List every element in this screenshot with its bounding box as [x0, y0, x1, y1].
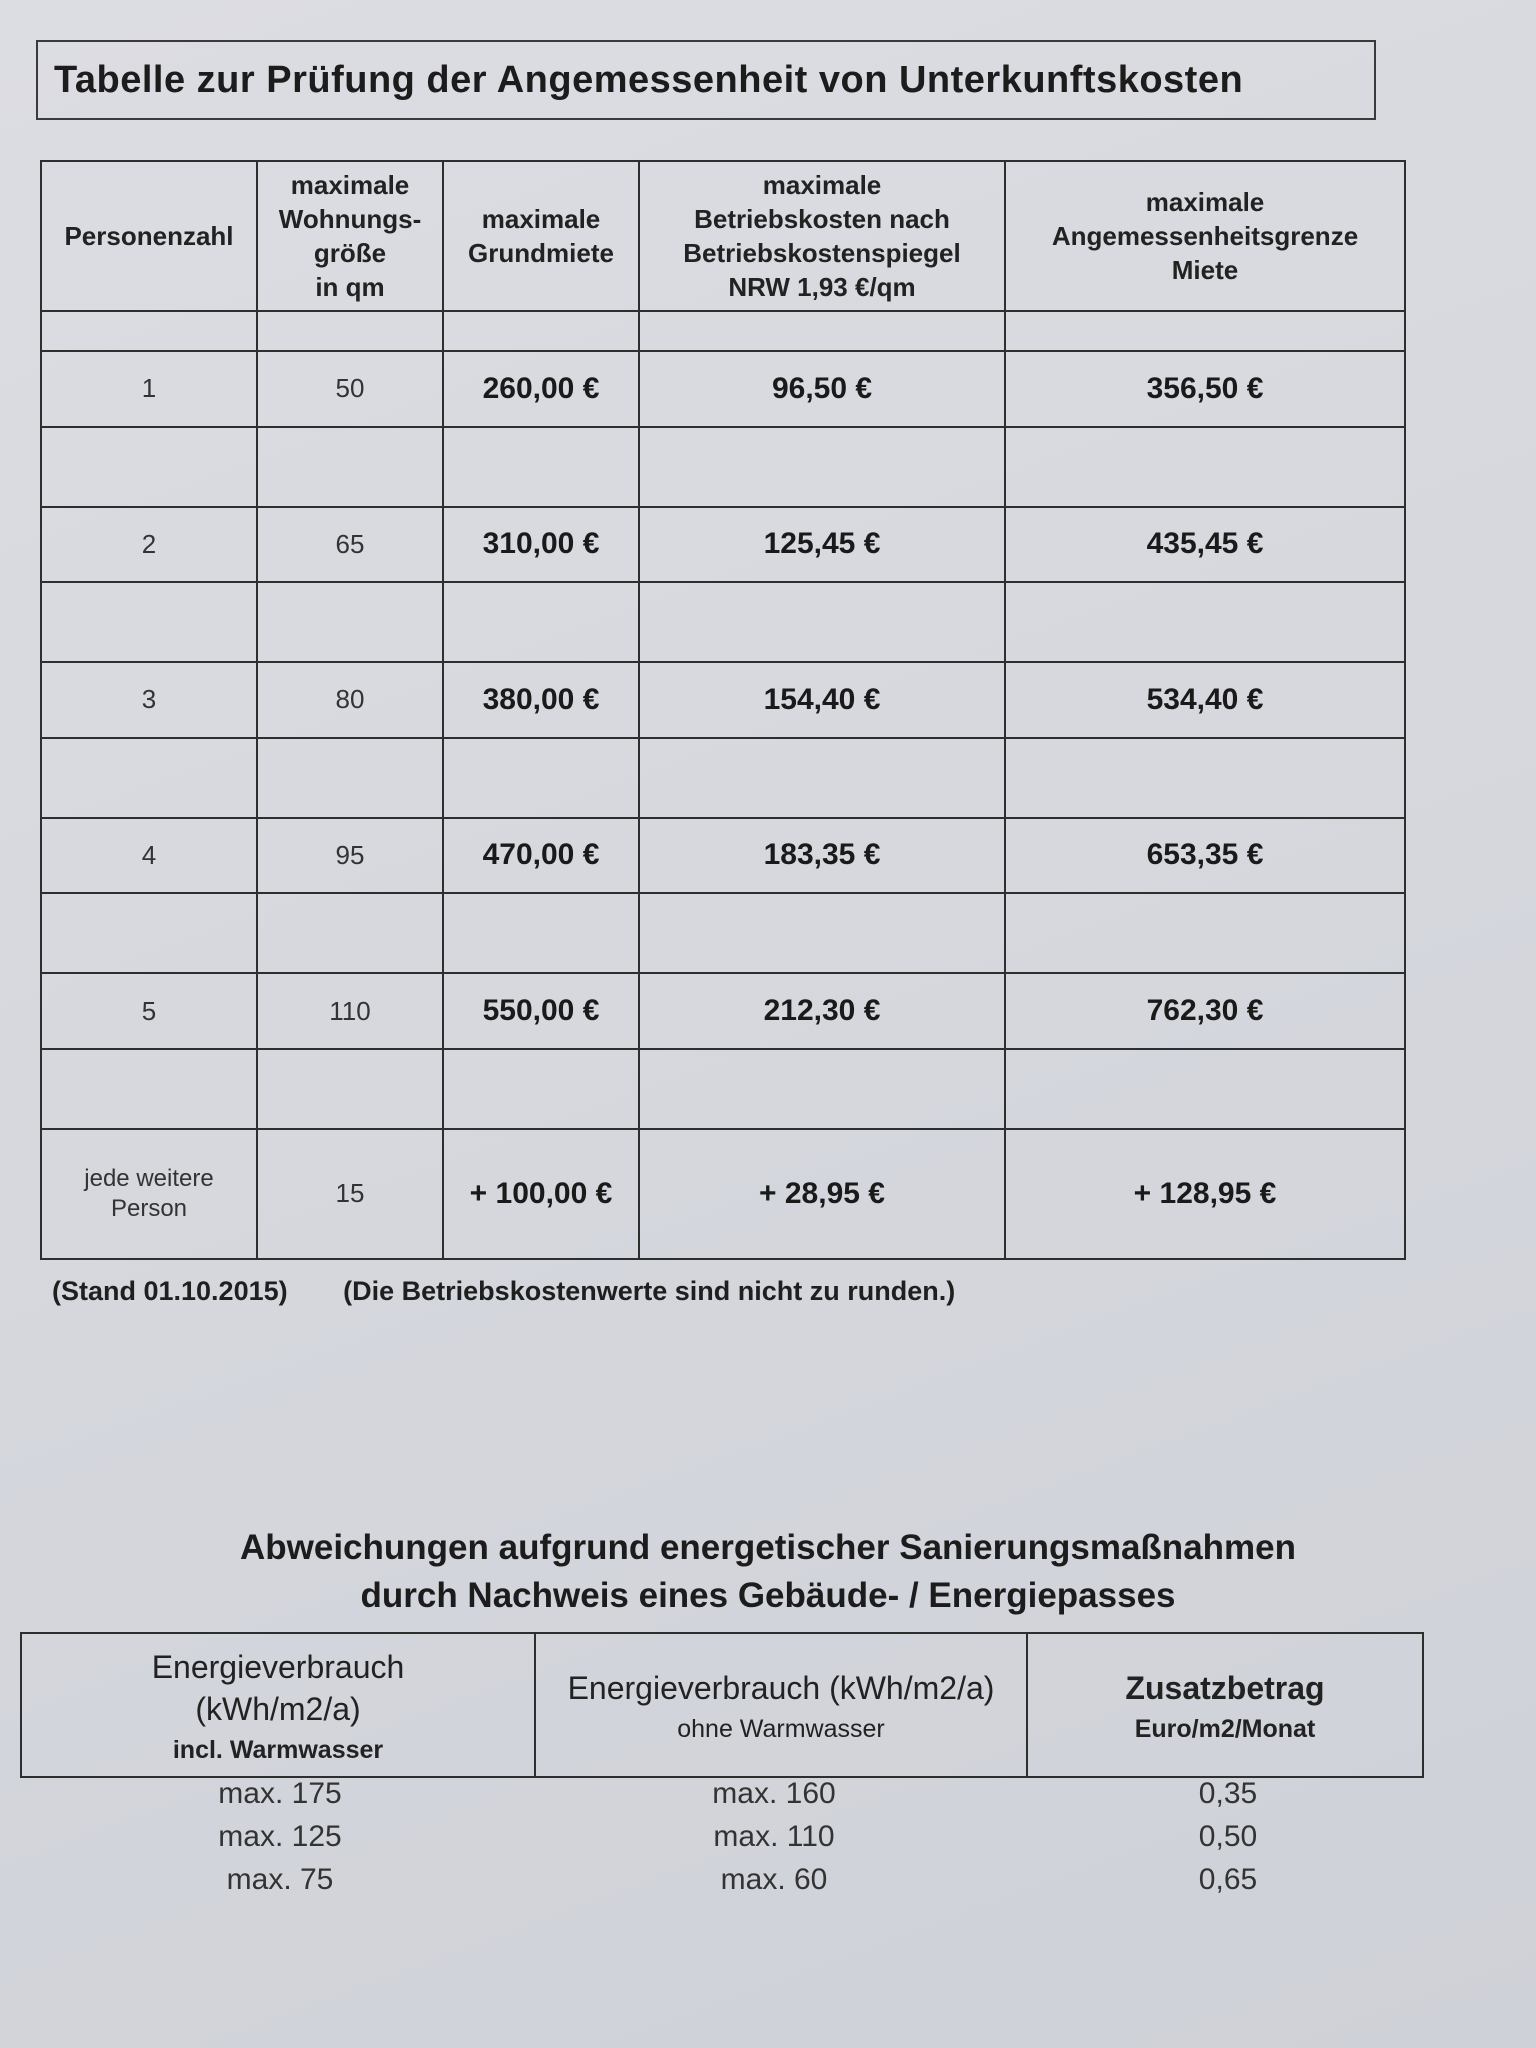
list-item: max. 60 [720, 1863, 828, 1896]
spacer-row [41, 738, 1405, 818]
energy-incl-values [200, 1772, 360, 1901]
footnote-note: (Die Betriebskostenwerte sind nicht zu runden.) [343, 1276, 956, 1306]
spacer-row [41, 1049, 1405, 1129]
list-item: max. 110 [713, 1820, 835, 1853]
cell-size: 110 [257, 973, 443, 1049]
document-title: Tabelle zur Prüfung der Angemessenheit von Unterkunftskosten [36, 40, 1376, 120]
cell-persons: 3 [41, 662, 257, 738]
cell-limit: + 128,95 € [1005, 1129, 1405, 1259]
list-item: max. 125 [218, 1820, 342, 1853]
energy-header-incl: Energieverbrauch (kWh/m2/a) incl. Warmwasser [151, 1648, 405, 1764]
header-size: maximale Wohnungs- größe in qm [257, 161, 443, 311]
spacer-row [41, 427, 1405, 507]
cell-persons: jede weitere Person [41, 1129, 257, 1259]
energy-table-header [20, 1632, 1424, 1778]
cell-size: 15 [257, 1129, 443, 1259]
list-item: 0,50 [1198, 1820, 1258, 1853]
cell-operating-costs: 125,45 € [639, 507, 1005, 583]
list-item: 0,65 [1198, 1863, 1258, 1896]
cell-base-rent: 550,00 € [443, 973, 639, 1049]
cell-operating-costs: + 28,95 € [639, 1129, 1005, 1259]
cell-limit: 762,30 € [1005, 973, 1405, 1049]
cell-operating-costs: 212,30 € [639, 973, 1005, 1049]
energy-title-line2: durch Nachweis eines Gebäude- / Energiepasses [360, 1576, 1176, 1615]
list-item: max. 175 [218, 1777, 342, 1810]
cell-operating-costs: 183,35 € [639, 818, 1005, 894]
table-row [41, 351, 1405, 427]
cell-limit: 356,50 € [1005, 351, 1405, 427]
energy-excl-values [694, 1772, 854, 1901]
cell-limit: 435,45 € [1005, 507, 1405, 583]
cell-persons: 2 [41, 507, 257, 583]
spacer-row [41, 893, 1405, 973]
energy-header-excl: Energieverbrauch (kWh/m2/a) ohne Warmwasser [534, 1634, 1026, 1776]
cell-operating-costs: 154,40 € [639, 662, 1005, 738]
cell-operating-costs: 96,50 € [639, 351, 1005, 427]
cell-size: 95 [257, 818, 443, 894]
cost-table [40, 160, 1406, 1260]
cell-limit: 653,35 € [1005, 818, 1405, 894]
cell-base-rent: 470,00 € [443, 818, 639, 894]
cell-size: 80 [257, 662, 443, 738]
footnote-date: (Stand 01.10.2015) [52, 1276, 288, 1306]
header-operating-costs: maximale Betriebskosten nach Betriebskostenspiegel NRW 1,93 €/qm [639, 161, 1005, 311]
cell-size: 50 [257, 351, 443, 427]
cell-persons: 1 [41, 351, 257, 427]
table-row-extra-person [41, 1129, 1405, 1259]
cell-persons: 5 [41, 973, 257, 1049]
list-item: 0,35 [1198, 1777, 1258, 1810]
cell-base-rent: 310,00 € [443, 507, 639, 583]
table-row [41, 662, 1405, 738]
table-row [41, 818, 1405, 894]
cell-size: 65 [257, 507, 443, 583]
energy-extra-values [1168, 1772, 1288, 1901]
energy-title-line1: Abweichungen aufgrund energetischer Sanierungsmaßnahmen [239, 1528, 1296, 1567]
header-persons: Personenzahl [41, 161, 257, 311]
footnote [52, 1276, 1003, 1307]
spacer-row [41, 311, 1405, 351]
energy-header-extra: Zusatzbetrag Euro/m2/Monat [1026, 1634, 1422, 1776]
cell-base-rent: 260,00 € [443, 351, 639, 427]
spacer-row [41, 582, 1405, 662]
header-base-rent: maximale Grundmiete [443, 161, 639, 311]
cell-base-rent: 380,00 € [443, 662, 639, 738]
list-item: max. 160 [712, 1777, 836, 1810]
list-item: max. 75 [226, 1863, 334, 1896]
header-limit: maximale Angemessenheitsgrenze Miete [1005, 161, 1405, 311]
table-header-row [41, 161, 1405, 311]
cell-persons: 4 [41, 818, 257, 894]
table-row [41, 973, 1405, 1049]
cell-limit: 534,40 € [1005, 662, 1405, 738]
cell-base-rent: + 100,00 € [443, 1129, 639, 1259]
table-row [41, 507, 1405, 583]
